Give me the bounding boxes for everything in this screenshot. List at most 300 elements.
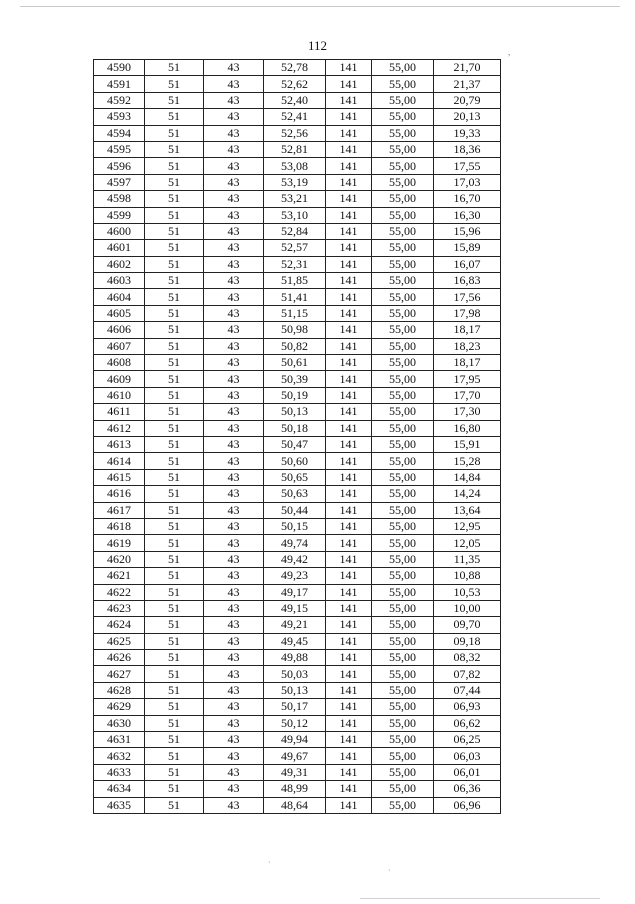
table-cell: 141 [326, 781, 372, 797]
table-cell: 43 [204, 355, 264, 371]
table-cell: 4595 [94, 141, 145, 157]
table-cell: 15,28 [434, 453, 501, 469]
table-cell: 4609 [94, 371, 145, 387]
table-cell: 51 [145, 584, 204, 600]
table-cell: 51 [145, 92, 204, 108]
top-rule [20, 6, 620, 7]
table-cell: 141 [326, 141, 372, 157]
table-cell: 141 [326, 404, 372, 420]
table-cell: 51 [145, 420, 204, 436]
table-cell: 10,00 [434, 600, 501, 616]
table-cell: 55,00 [372, 486, 434, 502]
table-cell: 10,88 [434, 568, 501, 584]
table-cell: 49,45 [264, 633, 326, 649]
table-row [94, 305, 501, 321]
table-row [94, 617, 501, 633]
table-cell: 17,30 [434, 404, 501, 420]
table-cell: 51 [145, 223, 204, 239]
table-cell: 141 [326, 797, 372, 813]
table-cell: 49,74 [264, 535, 326, 551]
table-cell: 18,36 [434, 141, 501, 157]
table-cell: 51 [145, 502, 204, 518]
table-cell: 50,19 [264, 387, 326, 403]
table-cell: 51 [145, 797, 204, 813]
table-cell: 4620 [94, 551, 145, 567]
table-cell: 49,31 [264, 764, 326, 780]
table-cell: 4592 [94, 92, 145, 108]
table-cell: 43 [204, 650, 264, 666]
table-cell: 4633 [94, 764, 145, 780]
table-cell: 55,00 [372, 420, 434, 436]
scan-speck: · [268, 858, 271, 867]
table-cell: 43 [204, 141, 264, 157]
table-row [94, 256, 501, 272]
table-cell: 4598 [94, 191, 145, 207]
table-cell: 43 [204, 682, 264, 698]
table-cell: 08,32 [434, 650, 501, 666]
table-cell: 51 [145, 650, 204, 666]
table-cell: 55,00 [372, 355, 434, 371]
table-cell: 4590 [94, 60, 145, 76]
table-cell: 51 [145, 207, 204, 223]
table-cell: 07,82 [434, 666, 501, 682]
table-cell: 50,17 [264, 699, 326, 715]
table-cell: 43 [204, 584, 264, 600]
table-cell: 141 [326, 191, 372, 207]
table-cell: 13,64 [434, 502, 501, 518]
table-row [94, 322, 501, 338]
table-row [94, 518, 501, 534]
table-cell: 51 [145, 732, 204, 748]
table-cell: 50,13 [264, 682, 326, 698]
table-cell: 141 [326, 355, 372, 371]
table-cell: 43 [204, 748, 264, 764]
table-cell: 55,00 [372, 502, 434, 518]
table-cell: 10,53 [434, 584, 501, 600]
table-cell: 43 [204, 420, 264, 436]
table-cell: 4623 [94, 600, 145, 616]
table-cell: 16,70 [434, 191, 501, 207]
data-table [93, 59, 501, 814]
table-cell: 141 [326, 158, 372, 174]
table-cell: 141 [326, 551, 372, 567]
table-cell: 55,00 [372, 125, 434, 141]
table-cell: 43 [204, 486, 264, 502]
table-row [94, 387, 501, 403]
table-cell: 43 [204, 436, 264, 452]
table-cell: 4617 [94, 502, 145, 518]
table-cell: 43 [204, 207, 264, 223]
table-cell: 15,91 [434, 436, 501, 452]
table-cell: 48,99 [264, 781, 326, 797]
table-cell: 141 [326, 764, 372, 780]
table-cell: 50,65 [264, 469, 326, 485]
table-cell: 16,07 [434, 256, 501, 272]
table-cell: 43 [204, 518, 264, 534]
table-cell: 51 [145, 633, 204, 649]
table-row [94, 92, 501, 108]
table-cell: 4610 [94, 387, 145, 403]
table-cell: 4605 [94, 305, 145, 321]
table-cell: 55,00 [372, 404, 434, 420]
table-cell: 141 [326, 371, 372, 387]
table-cell: 51,41 [264, 289, 326, 305]
table-cell: 51 [145, 109, 204, 125]
table-cell: 52,57 [264, 240, 326, 256]
table-row [94, 240, 501, 256]
table-cell: 141 [326, 322, 372, 338]
table-cell: 16,30 [434, 207, 501, 223]
table-cell: 141 [326, 60, 372, 76]
table-cell: 141 [326, 125, 372, 141]
table-cell: 55,00 [372, 781, 434, 797]
table-cell: 4624 [94, 617, 145, 633]
table-cell: 51 [145, 240, 204, 256]
table-cell: 55,00 [372, 174, 434, 190]
table-cell: 55,00 [372, 682, 434, 698]
table-row [94, 273, 501, 289]
table-cell: 50,44 [264, 502, 326, 518]
table-cell: 06,96 [434, 797, 501, 813]
table-cell: 51 [145, 568, 204, 584]
table-cell: 141 [326, 732, 372, 748]
table-cell: 4597 [94, 174, 145, 190]
table-cell: 4608 [94, 355, 145, 371]
table-cell: 43 [204, 551, 264, 567]
table-cell: 51 [145, 305, 204, 321]
table-cell: 50,13 [264, 404, 326, 420]
table-cell: 4635 [94, 797, 145, 813]
table-cell: 51 [145, 404, 204, 420]
page-number: 112 [307, 38, 328, 53]
table-cell: 141 [326, 650, 372, 666]
table-cell: 141 [326, 420, 372, 436]
table-cell: 50,61 [264, 355, 326, 371]
table-cell: 06,01 [434, 764, 501, 780]
table-row [94, 715, 501, 731]
table-cell: 55,00 [372, 633, 434, 649]
scan-mark: , [508, 47, 511, 57]
table-cell: 55,00 [372, 584, 434, 600]
table-cell: 55,00 [372, 732, 434, 748]
table-row [94, 469, 501, 485]
table-cell: 4631 [94, 732, 145, 748]
table-cell: 4626 [94, 650, 145, 666]
table-cell: 4596 [94, 158, 145, 174]
table-cell: 55,00 [372, 387, 434, 403]
table-cell: 15,89 [434, 240, 501, 256]
table-cell: 52,56 [264, 125, 326, 141]
table-cell: 51 [145, 518, 204, 534]
table-cell: 20,79 [434, 92, 501, 108]
table-cell: 4593 [94, 109, 145, 125]
table-cell: 51,15 [264, 305, 326, 321]
table-cell: 43 [204, 666, 264, 682]
table-cell: 50,12 [264, 715, 326, 731]
table-cell: 49,17 [264, 584, 326, 600]
table-row [94, 338, 501, 354]
table-cell: 43 [204, 338, 264, 354]
table-cell: 43 [204, 617, 264, 633]
table-row [94, 76, 501, 92]
table-cell: 4594 [94, 125, 145, 141]
table-cell: 55,00 [372, 469, 434, 485]
table-cell: 52,31 [264, 256, 326, 272]
table-cell: 55,00 [372, 699, 434, 715]
table-cell: 141 [326, 699, 372, 715]
table-cell: 141 [326, 76, 372, 92]
table-cell: 51 [145, 486, 204, 502]
table-cell: 4625 [94, 633, 145, 649]
table-cell: 141 [326, 682, 372, 698]
table-cell: 43 [204, 92, 264, 108]
table-cell: 43 [204, 732, 264, 748]
table-row [94, 404, 501, 420]
table-cell: 43 [204, 223, 264, 239]
table-cell: 55,00 [372, 92, 434, 108]
table-cell: 50,47 [264, 436, 326, 452]
table-cell: 55,00 [372, 764, 434, 780]
table-cell: 55,00 [372, 797, 434, 813]
table-row [94, 109, 501, 125]
table-cell: 55,00 [372, 109, 434, 125]
table-cell: 43 [204, 781, 264, 797]
table-cell: 4632 [94, 748, 145, 764]
table-cell: 141 [326, 453, 372, 469]
table-cell: 52,78 [264, 60, 326, 76]
table-cell: 141 [326, 535, 372, 551]
table-cell: 51 [145, 125, 204, 141]
table-cell: 12,95 [434, 518, 501, 534]
table-cell: 43 [204, 568, 264, 584]
table-cell: 51 [145, 666, 204, 682]
table-cell: 4616 [94, 486, 145, 502]
table-cell: 4603 [94, 273, 145, 289]
table-cell: 17,56 [434, 289, 501, 305]
table-row [94, 174, 501, 190]
table-cell: 51 [145, 158, 204, 174]
table-cell: 4591 [94, 76, 145, 92]
table-cell: 43 [204, 109, 264, 125]
table-cell: 4604 [94, 289, 145, 305]
table-cell: 55,00 [372, 600, 434, 616]
table-row [94, 748, 501, 764]
table-cell: 4607 [94, 338, 145, 354]
table-cell: 43 [204, 256, 264, 272]
table-cell: 43 [204, 535, 264, 551]
table-row [94, 125, 501, 141]
table-row [94, 355, 501, 371]
table-cell: 141 [326, 92, 372, 108]
table-cell: 06,62 [434, 715, 501, 731]
table-row [94, 436, 501, 452]
table-cell: 55,00 [372, 338, 434, 354]
table-cell: 51 [145, 338, 204, 354]
table-cell: 50,39 [264, 371, 326, 387]
table-row [94, 600, 501, 616]
table-cell: 55,00 [372, 60, 434, 76]
table-cell: 55,00 [372, 617, 434, 633]
table-cell: 55,00 [372, 650, 434, 666]
table-cell: 55,00 [372, 256, 434, 272]
table-row [94, 781, 501, 797]
table-cell: 49,67 [264, 748, 326, 764]
table-cell: 55,00 [372, 535, 434, 551]
table-cell: 141 [326, 568, 372, 584]
table-row [94, 699, 501, 715]
table-cell: 4614 [94, 453, 145, 469]
table-row [94, 732, 501, 748]
table-cell: 06,25 [434, 732, 501, 748]
table-cell: 51 [145, 174, 204, 190]
table-cell: 12,05 [434, 535, 501, 551]
table-cell: 49,21 [264, 617, 326, 633]
table-cell: 55,00 [372, 666, 434, 682]
table-cell: 55,00 [372, 273, 434, 289]
table-cell: 4615 [94, 469, 145, 485]
table-cell: 51 [145, 289, 204, 305]
table-cell: 141 [326, 305, 372, 321]
table-row [94, 633, 501, 649]
table-cell: 4627 [94, 666, 145, 682]
table-cell: 43 [204, 273, 264, 289]
table-cell: 4602 [94, 256, 145, 272]
table-cell: 53,08 [264, 158, 326, 174]
table-cell: 50,18 [264, 420, 326, 436]
table-cell: 51 [145, 273, 204, 289]
table-cell: 53,21 [264, 191, 326, 207]
table-row [94, 223, 501, 239]
table-cell: 51 [145, 387, 204, 403]
table-cell: 51 [145, 617, 204, 633]
table-row [94, 371, 501, 387]
table-cell: 51 [145, 76, 204, 92]
table-cell: 49,23 [264, 568, 326, 584]
table-cell: 141 [326, 338, 372, 354]
table-cell: 4612 [94, 420, 145, 436]
table-cell: 21,37 [434, 76, 501, 92]
table-cell: 4613 [94, 436, 145, 452]
table-cell: 141 [326, 256, 372, 272]
table-cell: 141 [326, 436, 372, 452]
table-cell: 51 [145, 355, 204, 371]
table-cell: 43 [204, 633, 264, 649]
table-cell: 4622 [94, 584, 145, 600]
table-cell: 55,00 [372, 191, 434, 207]
table-row [94, 158, 501, 174]
table-body [94, 60, 501, 814]
table-cell: 14,24 [434, 486, 501, 502]
table-cell: 55,00 [372, 748, 434, 764]
table-cell: 06,93 [434, 699, 501, 715]
table-cell: 141 [326, 518, 372, 534]
table-cell: 141 [326, 223, 372, 239]
table-cell: 43 [204, 289, 264, 305]
table-cell: 18,17 [434, 322, 501, 338]
table-cell: 43 [204, 764, 264, 780]
table-row [94, 797, 501, 813]
table-cell: 55,00 [372, 223, 434, 239]
table-cell: 55,00 [372, 289, 434, 305]
table-cell: 51 [145, 535, 204, 551]
table-cell: 43 [204, 453, 264, 469]
table-cell: 17,70 [434, 387, 501, 403]
table-cell: 17,55 [434, 158, 501, 174]
table-cell: 141 [326, 207, 372, 223]
table-cell: 20,13 [434, 109, 501, 125]
table-cell: 55,00 [372, 240, 434, 256]
table-cell: 4628 [94, 682, 145, 698]
table-cell: 50,60 [264, 453, 326, 469]
table-cell: 53,10 [264, 207, 326, 223]
table-cell: 51 [145, 256, 204, 272]
table-cell: 51 [145, 469, 204, 485]
table-cell: 55,00 [372, 76, 434, 92]
table-cell: 49,88 [264, 650, 326, 666]
table-cell: 43 [204, 371, 264, 387]
table-cell: 51 [145, 453, 204, 469]
table-cell: 11,35 [434, 551, 501, 567]
table-cell: 141 [326, 633, 372, 649]
table-cell: 55,00 [372, 141, 434, 157]
table-cell: 21,70 [434, 60, 501, 76]
table-cell: 4599 [94, 207, 145, 223]
table-cell: 141 [326, 240, 372, 256]
table-cell: 51 [145, 191, 204, 207]
table-cell: 141 [326, 273, 372, 289]
table-cell: 18,17 [434, 355, 501, 371]
table-cell: 52,81 [264, 141, 326, 157]
table-cell: 4606 [94, 322, 145, 338]
table-cell: 4618 [94, 518, 145, 534]
table-row [94, 584, 501, 600]
table-cell: 43 [204, 76, 264, 92]
table-cell: 51 [145, 436, 204, 452]
table-cell: 4611 [94, 404, 145, 420]
table-cell: 52,40 [264, 92, 326, 108]
table-cell: 17,03 [434, 174, 501, 190]
table-cell: 141 [326, 666, 372, 682]
table-cell: 51,85 [264, 273, 326, 289]
table-row [94, 420, 501, 436]
table-cell: 141 [326, 289, 372, 305]
table-row [94, 551, 501, 567]
table-row [94, 666, 501, 682]
table-cell: 4621 [94, 568, 145, 584]
table-cell: 16,83 [434, 273, 501, 289]
table-row [94, 568, 501, 584]
table-cell: 48,64 [264, 797, 326, 813]
table-row [94, 650, 501, 666]
table-row [94, 486, 501, 502]
table-cell: 43 [204, 502, 264, 518]
table-cell: 43 [204, 60, 264, 76]
table-cell: 50,03 [264, 666, 326, 682]
table-cell: 15,96 [434, 223, 501, 239]
table-cell: 51 [145, 371, 204, 387]
table-cell: 43 [204, 158, 264, 174]
table-cell: 50,63 [264, 486, 326, 502]
table-cell: 55,00 [372, 436, 434, 452]
table-cell: 19,33 [434, 125, 501, 141]
table-row [94, 191, 501, 207]
table-row [94, 453, 501, 469]
table-row [94, 535, 501, 551]
table-cell: 09,70 [434, 617, 501, 633]
scan-speck: · [388, 866, 391, 875]
table-cell: 4619 [94, 535, 145, 551]
table-cell: 49,15 [264, 600, 326, 616]
